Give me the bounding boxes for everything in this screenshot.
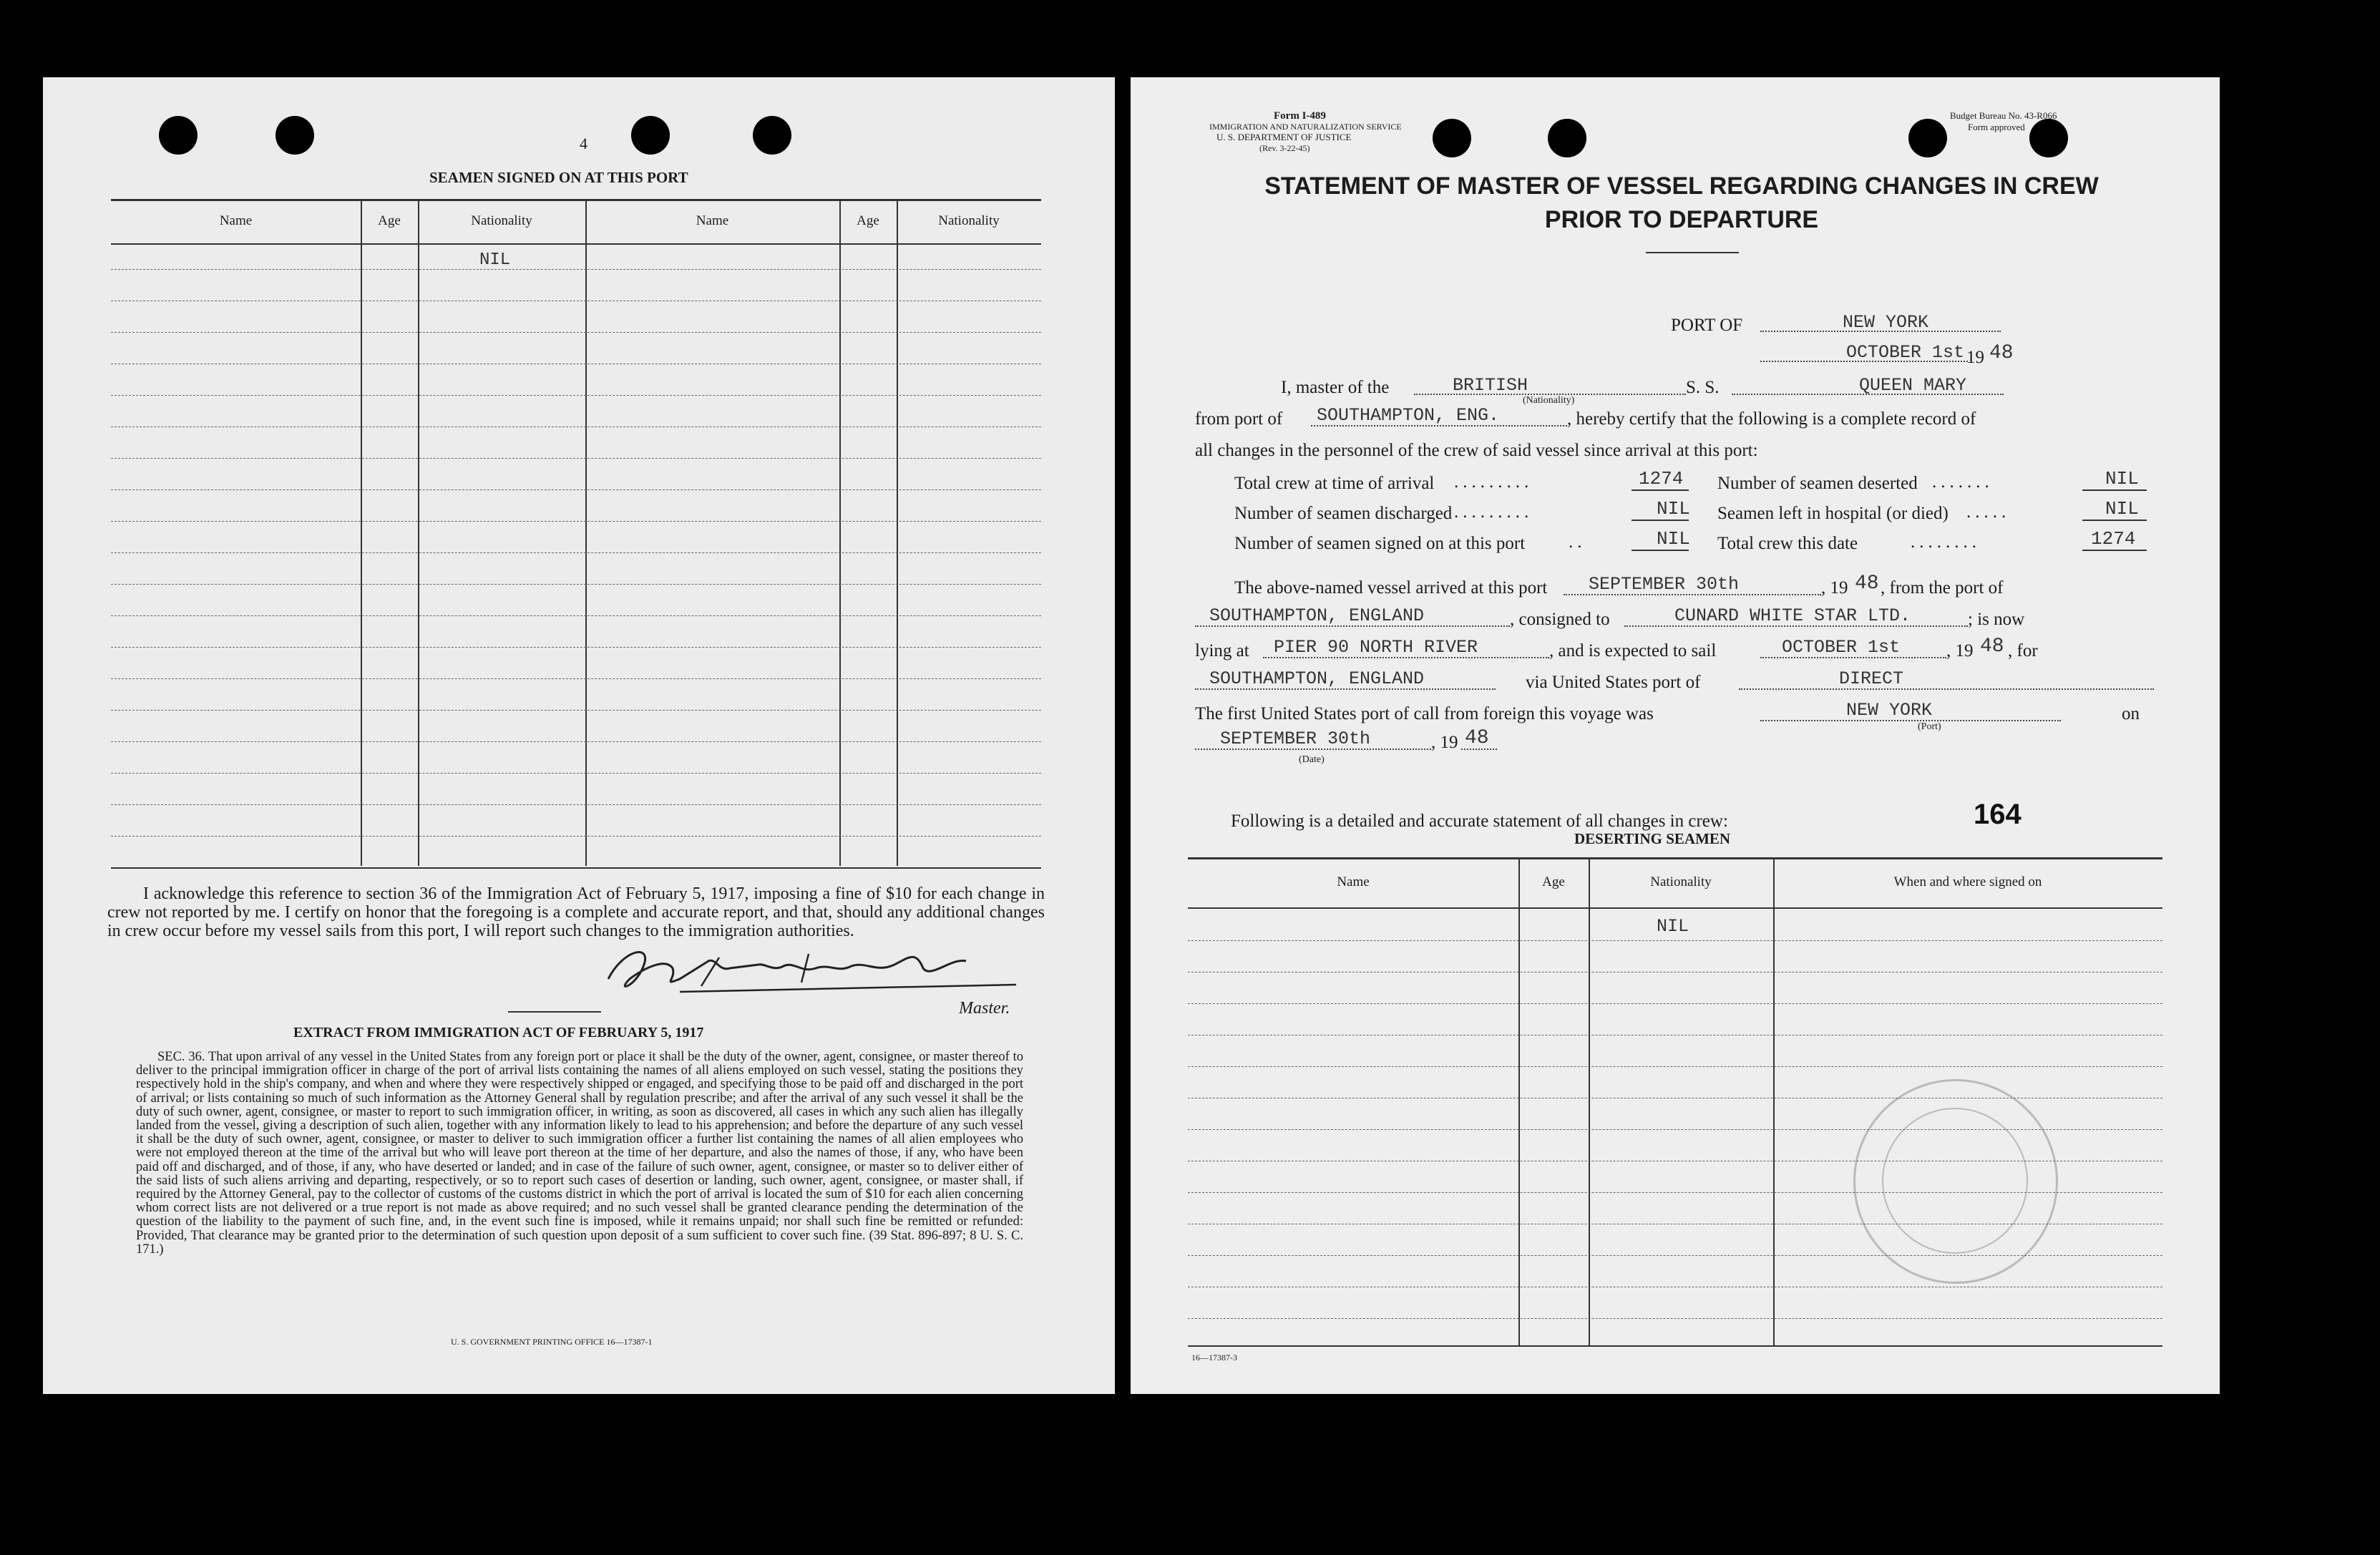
form-approved: Form approved — [1968, 122, 2025, 132]
arrived-year: 48 — [1855, 572, 1879, 595]
from-port-value: SOUTHAMPTON, ENG. — [1317, 405, 1500, 426]
left-page — [43, 77, 1115, 1394]
punch-hole — [275, 116, 314, 155]
total-arrival-label: Total crew at time of arrival — [1234, 474, 1435, 493]
master-label: Master. — [959, 999, 1010, 1018]
agency-line2: U. S. DEPARTMENT OF JUSTICE — [1216, 132, 1352, 142]
year-prefix: 19 — [1966, 348, 1984, 367]
is-now: ; is now — [1968, 610, 2025, 629]
via-label: via United States port of — [1526, 673, 1701, 692]
destination: SOUTHAMPTON, ENGLAND — [1209, 668, 1425, 689]
col-header-when-where: When and where signed on — [1893, 874, 2042, 889]
right-page: Form I-489 IMMIGRATION AND NATURALIZATION SERVICE U. S. DEPARTMENT OF JUSTICE (Rev. 3-22-45) Budget Bureau No. 43-R066 Form approved STATEMENT OF MASTER OF VESSEL REGARDING CHANGES IN CREW PRIOR TO DEPARTURE PORT OF NEW YORK OCTOBER 1st 19 48 I, master of the BRITISH S. S. QUEEN MARY from port of SOUTHAMPTON, ENG. (Nationality) , hereby certify that the following is a complete record of all changes in the personnel of the crew of said vessel since arrival at this port: Total crew at time of arrival ......... 1274 Number of seamen discharged ......... NIL Number of seamen signed on at this port .. NIL Number of seamen deserted ....... NIL Seamen left in hospital (or died) ..... NIL Total crew this date ........ 1274 The above-named vessel arrived at this port SEPTEMBER 30th , 19 48 , from the port of SOUTHAMPTON, ENGLAND , consigned to CUNARD WHITE STAR LTD. ; is now lying at PIER 90 NORTH RIVER , and is expected to sail OCTOBER 1st , 19 48 , for SOUTHAMPTON, ENGLAND via United States port of DIRECT The first United States port of call from foreign this voyage was NEW YORK (Port) on SEPTEMBER 30th (Date) , 19 48 Following is a detailed and accurate statement of all changes in crew: 164 DESERTING SEAMEN Name Age Nationality When and where signed on NIL 16—17387-3 — [1131, 77, 2220, 1394]
col-header-age: Age — [1542, 874, 1565, 889]
deserted-value: NIL — [2105, 468, 2139, 489]
total-date-value: 1274 — [2091, 528, 2136, 550]
discharged-label: Number of seamen discharged — [1234, 504, 1453, 523]
master-signature — [594, 929, 1023, 1008]
col-header-age: Age — [857, 213, 879, 228]
signed-on-value: NIL — [1657, 528, 1690, 550]
consignee: CUNARD WHITE STAR LTD. — [1674, 605, 1911, 626]
col-header-age: Age — [378, 213, 401, 228]
signed-on-label: Number of seamen signed on at this port — [1234, 534, 1526, 553]
origin-port: SOUTHAMPTON, ENGLAND — [1209, 605, 1425, 626]
printing-office: U. S. GOVERNMENT PRINTING OFFICE 16—17387-1 — [451, 1337, 653, 1347]
first-port-label: The first United States port of call from foreign this voyage was — [1195, 704, 1654, 723]
sail-year: 48 — [1980, 635, 2004, 658]
pier: PIER 90 NORTH RIVER — [1274, 637, 1478, 658]
year-value: 48 — [1989, 342, 2014, 364]
date-value: OCTOBER 1st — [1846, 342, 1965, 363]
punch-hole — [753, 116, 791, 155]
punch-hole — [1548, 119, 1586, 157]
col-header-nationality: Nationality — [1650, 874, 1712, 889]
form-number: Form I-489 — [1274, 110, 1326, 122]
ship-value: QUEEN MARY — [1859, 375, 1967, 396]
for-label: , for — [2008, 641, 2038, 660]
page-stamp: 164 — [1974, 799, 2021, 830]
col-header-name: Name — [696, 213, 729, 228]
port-caption: (Port) — [1918, 721, 1941, 732]
total-arrival-value: 1274 — [1639, 468, 1684, 489]
budget-bureau: Budget Bureau No. 43-R066 — [1950, 110, 2057, 121]
nationality-caption: (Nationality) — [1523, 395, 1575, 406]
form-title-line1: STATEMENT OF MASTER OF VESSEL REGARDING CHANGES IN CREW — [1264, 172, 2099, 200]
call-year: 48 — [1465, 727, 1489, 749]
extract-title: EXTRACT FROM IMMIGRATION ACT OF FEBRUARY 5, 1917 — [293, 1025, 704, 1040]
hospital-value: NIL — [2105, 498, 2139, 520]
port-label: PORT OF — [1671, 316, 1743, 335]
all-changes-text: all changes in the personnel of the crew of said vessel since arrival at this port: — [1195, 441, 1758, 460]
col-header-nationality: Nationality — [938, 213, 1000, 228]
on-label: on — [2122, 704, 2140, 723]
lying-at-label: lying at — [1195, 641, 1249, 660]
certify-text: , hereby certify that the following is a complete record of — [1567, 409, 1976, 429]
faint-seal-stamp-inner — [1882, 1108, 2028, 1254]
col-header-name: Name — [219, 213, 253, 228]
nil-entry: NIL — [1657, 916, 1689, 937]
nil-entry: NIL — [479, 250, 511, 270]
deserting-title: DESERTING SEAMEN — [1574, 830, 1731, 847]
punch-hole — [1433, 119, 1471, 157]
following-label: Following is a detailed and accurate statement of all changes in crew: — [1231, 811, 1728, 831]
extract-text: SEC. 36. That upon arrival of any vessel in the United States from any foreign port or place it shall be the duty of the owner, agent, consignee, or master thereof to deliver to the principal immigration officer in charge of the port of arrival lists containing the names of all aliens employed on such vessel, stating the positions they respectively hold in the ship's company, and when and where they were respectively shipped or engaged, and specifying those to be paid off and discharged in the port of arrival; or lists containing so much of such information as the Attorney General shall by regulation prescribe; and after the arrival of any such vessel it shall be the duty of such owner, agent, consignee, or master to report to such immigration officer, in writing, as soon as discovered, all cases in which any such alien has illegally landed from the vessel, giving a description of such alien, together with any information likely to lead to his apprehension; and before the departure of any such vessel it shall be the duty of such owner, agent, consignee, or master to deliver to such immigration officer a further list containing the names of all alien employees who were not employed thereon at the time of the arrival but who will leave port thereon at the time of her departure, and also the names of those, if any, who have been paid off and discharged, and of those, if any, who have deserted or landed; and in case of the failure of such owner, agent, consignee, or master so to deliver either of the said lists of such aliens arriving and departing, respectively, or so to report such cases of desertion or landing, such owner, agent, consignee, or master shall, if required by the Attorney General, pay to the collector of customs of the customs district in which the port of arrival is located the sum of $10 for each alien concerning whom correct lists are not delivered or a true report is not made as above required; and no such vessel shall be granted clearance pending the determination of the question of the liability to the payment of such fine, and, in the event such fine is imposed, while it remains unpaid; nor shall such fine be remitted or refunded: Provided, That clearance may be granted prior to the determination of such question upon deposit of a sum sufficient to cover such fine. (39 Stat. 896-897; 8 U. S. C. 171.) — [136, 1050, 1023, 1257]
punch-hole — [159, 116, 197, 155]
agency-line1: IMMIGRATION AND NATURALIZATION SERVICE — [1209, 122, 1402, 132]
revision: (Rev. 3-22-45) — [1259, 143, 1310, 153]
form-title-line2: PRIOR TO DEPARTURE — [1544, 206, 1819, 233]
hospital-label: Seamen left in hospital (or died) — [1717, 504, 1949, 523]
deserted-label: Number of seamen deserted — [1717, 474, 1918, 493]
nationality-value: BRITISH — [1453, 375, 1528, 396]
from-the-port-of: , from the port of — [1881, 578, 2004, 598]
from-port-label: from port of — [1195, 409, 1283, 429]
ss-label: S. S. — [1686, 378, 1720, 397]
consigned-label: , consigned to — [1510, 610, 1610, 629]
discharged-value: NIL — [1657, 498, 1690, 520]
footer-code: 16—17387-3 — [1191, 1352, 1237, 1363]
expected-sail-label: , and is expected to sail — [1549, 641, 1717, 660]
acknowledgment-text: I acknowledge this reference to section 36 of the Immigration Act of February 5, 1917, imposing a fine of $10 for each change in crew not reported by me. I certify on honor that the foregoing is a complete and accurate report, and that, should any additional changes in crew occur before my vessel sails from this port, I will report such changes to the immigration authorities. — [107, 884, 1045, 940]
arrived-date: SEPTEMBER 30th — [1589, 574, 1740, 595]
col-header-name: Name — [1337, 874, 1370, 889]
date-caption: (Date) — [1299, 754, 1325, 765]
arrived-label: The above-named vessel arrived at this port — [1234, 578, 1548, 598]
punch-hole — [631, 116, 670, 155]
port-value: NEW YORK — [1843, 312, 1929, 333]
sail-date: OCTOBER 1st — [1782, 637, 1901, 658]
punch-hole — [1908, 119, 1947, 157]
first-port-value: NEW YORK — [1846, 700, 1933, 721]
total-date-label: Total crew this date — [1717, 534, 1858, 553]
table-title: SEAMEN SIGNED ON AT THIS PORT — [429, 169, 688, 186]
via-value: DIRECT — [1839, 668, 1904, 689]
master-of-the-label: I, master of the — [1281, 378, 1390, 397]
page-number: 4 — [580, 135, 587, 152]
call-date: SEPTEMBER 30th — [1220, 728, 1371, 749]
col-header-nationality: Nationality — [471, 213, 532, 228]
punch-hole — [2029, 119, 2068, 157]
